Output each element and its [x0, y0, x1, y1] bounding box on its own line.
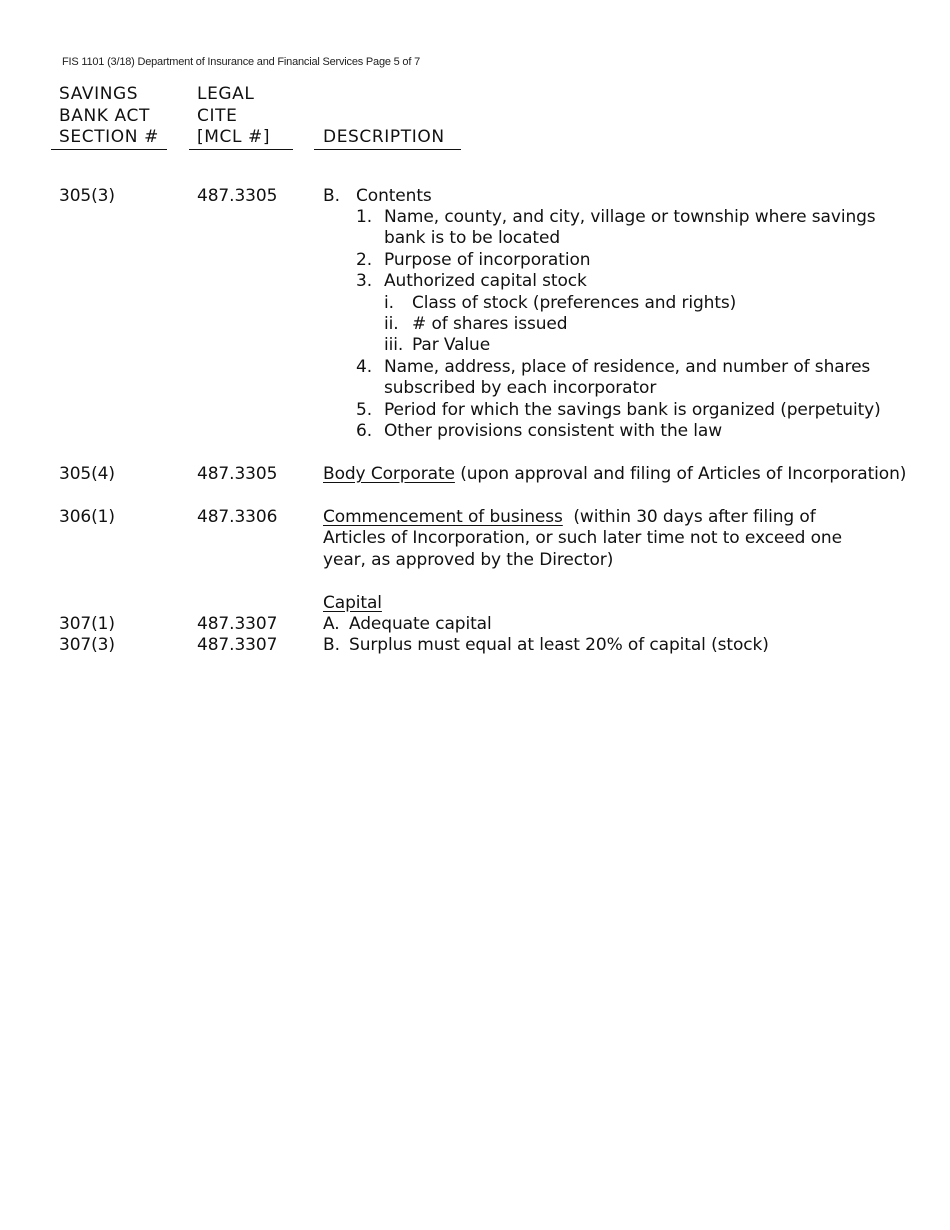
column-underline [189, 149, 293, 150]
sublist-item-text: Class of stock (preferences and rights) [412, 293, 737, 313]
column-heading-cite [197, 84, 270, 149]
section-number: 305(4) [59, 464, 115, 484]
legal-cite: 487.3305 [197, 186, 278, 206]
section-number: 306(1) [59, 507, 115, 527]
list-number: 3. [356, 271, 373, 291]
legal-cite: 487.3305 [197, 464, 278, 484]
sublist-number: iii. [384, 335, 404, 355]
column-heading-line: BANK ACT [59, 105, 150, 126]
body-corporate-text: (upon approval and filing of Articles of Incorporation) [454, 464, 907, 484]
sublist-item-text: Par Value [412, 335, 491, 355]
list-number: 4. [356, 357, 373, 377]
capital-a-marker: A. [323, 614, 340, 634]
commencement-text: (within 30 days after filing of Articles of Incorporation, or such later time not to exceed one year, as approved by the Director) [323, 507, 848, 570]
capital-heading: Capital [323, 593, 382, 613]
commencement-paragraph [323, 507, 883, 571]
legal-cite: 487.3306 [197, 507, 278, 527]
legal-cite: 487.3307 [197, 635, 278, 655]
sublist-item-text: # of shares issued [412, 314, 568, 334]
section-number: 305(3) [59, 186, 115, 206]
list-item-text: Other provisions consistent with the law [384, 421, 723, 441]
capital-b-text: Surplus must equal at least 20% of capital (stock) [349, 635, 769, 655]
column-heading-section [59, 84, 159, 149]
capital-a-text: Adequate capital [349, 614, 492, 634]
body-corporate-heading: Body Corporate [323, 464, 455, 484]
column-underline [314, 149, 461, 150]
legal-cite: 487.3307 [197, 614, 278, 634]
sublist-number: i. [384, 293, 394, 313]
section-number: 307(3) [59, 635, 115, 655]
list-item-text: Purpose of incorporation [384, 250, 591, 270]
column-heading-line: LEGAL [197, 84, 255, 104]
list-item-text: Authorized capital stock [384, 271, 587, 291]
capital-b-marker: B. [323, 635, 340, 655]
list-number: 6. [356, 421, 373, 441]
list-number: 5. [356, 400, 373, 420]
column-heading-line: SAVINGS [59, 84, 139, 104]
list-item-text: Name, address, place of residence, and number of shares subscribed by each incorporator [384, 357, 871, 399]
sublist-number: ii. [384, 314, 399, 334]
list-item-text: Period for which the savings bank is organized (perpetuity) [384, 400, 881, 420]
list-number: 1. [356, 207, 373, 227]
list-item-text: Name, county, and city, village or township where savings bank is to be located [384, 207, 876, 249]
commencement-heading: Commencement of business [323, 507, 563, 527]
list-number: 2. [356, 250, 373, 270]
page-header: FIS 1101 (3/18) Department of Insurance and Financial Services Page 5 of 7 [62, 56, 420, 68]
section-number: 307(1) [59, 614, 115, 634]
contents-marker: B. [323, 186, 340, 206]
contents-title: Contents [356, 186, 432, 206]
column-heading-description: DESCRIPTION [323, 127, 445, 147]
column-heading-line: SECTION # [59, 127, 159, 147]
body-corporate-paragraph [323, 464, 906, 485]
column-underline [51, 149, 167, 150]
column-heading-line: CITE [197, 105, 238, 126]
column-heading-line: [MCL #] [197, 127, 271, 147]
